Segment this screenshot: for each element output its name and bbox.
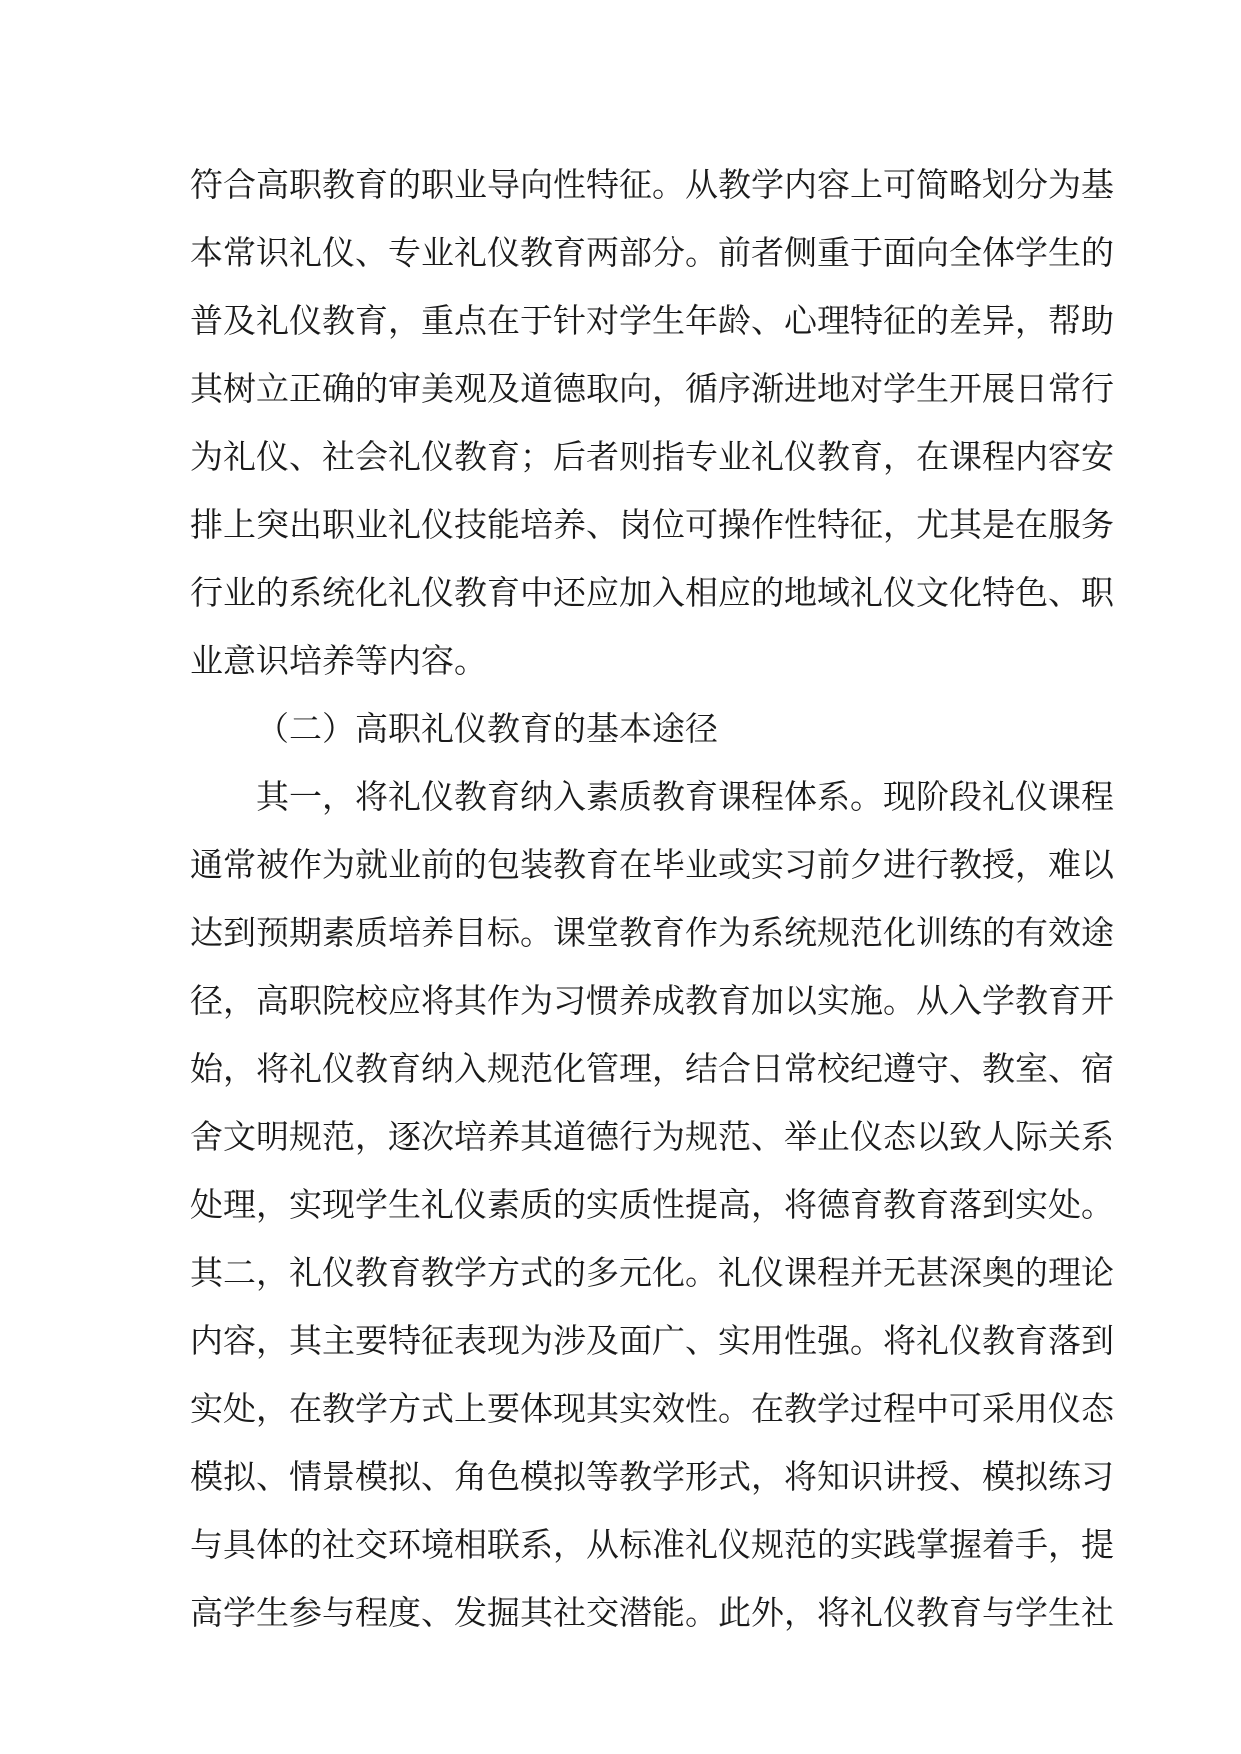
body-text	[190, 151, 1114, 1647]
text-line: 其一，将礼仪教育纳入素质教育课程体系。现阶段礼仪课程	[256, 777, 1114, 816]
text-line: 模拟、情景模拟、角色模拟等教学形式，将知识讲授、模拟练习	[190, 1457, 1114, 1496]
text-line: 符合高职教育的职业导向性特征。从教学内容上可简略划分为基	[190, 165, 1114, 204]
text-line: 通常被作为就业前的包装教育在毕业或实习前夕进行教授，难以	[190, 845, 1114, 884]
text-line: 始，将礼仪教育纳入规范化管理，结合日常校纪遵守、教室、宿	[190, 1049, 1114, 1088]
text-line: 内容，其主要特征表现为涉及面广、实用性强。将礼仪教育落到	[190, 1321, 1114, 1360]
text-line: 其树立正确的审美观及道德取向，循序渐进地对学生开展日常行	[190, 369, 1114, 408]
text-line: 普及礼仪教育，重点在于针对学生年龄、心理特征的差异，帮助	[190, 301, 1114, 340]
text-line: 达到预期素质培养目标。课堂教育作为系统规范化训练的有效途	[190, 913, 1114, 952]
text-line: 为礼仪、社会礼仪教育；后者则指专业礼仪教育，在课程内容安	[190, 437, 1114, 476]
text-line: 径，高职院校应将其作为习惯养成教育加以实施。从入学教育开	[190, 981, 1114, 1020]
text-line: 处理，实现学生礼仪素质的实质性提高，将德育教育落到实处。	[190, 1185, 1114, 1224]
text-line: 舍文明规范，逐次培养其道德行为规范、举止仪态以致人际关系	[190, 1117, 1114, 1156]
text-line: 与具体的社交环境相联系，从标准礼仪规范的实践掌握着手，提	[190, 1525, 1114, 1564]
text-line: 实处，在教学方式上要体现其实效性。在教学过程中可采用仪态	[190, 1389, 1114, 1428]
text-line: 高学生参与程度、发掘其社交潜能。此外，将礼仪教育与学生社	[190, 1593, 1114, 1632]
text-line: 业意识培养等内容。	[190, 641, 487, 680]
text-line: 其二，礼仪教育教学方式的多元化。礼仪课程并无甚深奥的理论	[190, 1253, 1114, 1292]
text-line: 行业的系统化礼仪教育中还应加入相应的地域礼仪文化特色、职	[190, 573, 1114, 612]
text-line: 本常识礼仪、专业礼仪教育两部分。前者侧重于面向全体学生的	[190, 233, 1114, 272]
section-heading: （二）高职礼仪教育的基本途径	[256, 709, 718, 748]
text-line: 排上突出职业礼仪技能培养、岗位可操作性特征，尤其是在服务	[190, 505, 1114, 544]
